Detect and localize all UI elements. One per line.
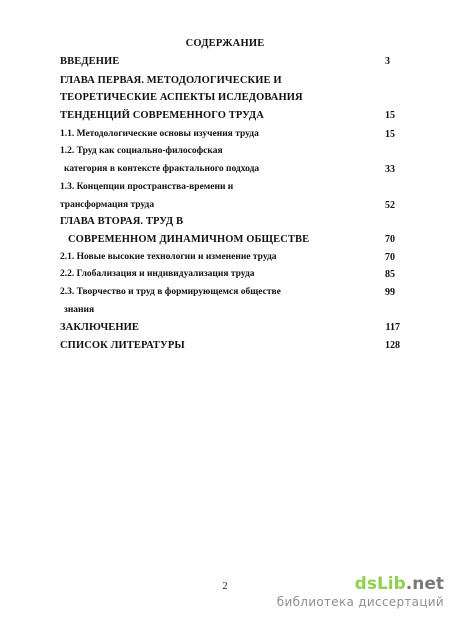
toc-entry-page: 128 — [385, 340, 400, 351]
watermark-logo-main: dsLib — [354, 574, 406, 594]
toc-entry-text: 1.1. Методологические основы изучения труда — [60, 129, 259, 139]
page-number: 2 — [222, 581, 228, 592]
toc-entry-chapter1-line3 — [0, 110, 450, 126]
toc-entry-bibliography — [0, 340, 450, 356]
toc-entry-2-3-line1 — [0, 287, 450, 303]
toc-entry-page: 33 — [385, 164, 395, 175]
toc-entry-2-2 — [0, 269, 450, 285]
toc-entry-1-2-line2 — [0, 164, 450, 180]
toc-entry-text: ТЕНДЕНЦИЙ СОВРЕМЕННОГО ТРУДА — [60, 110, 264, 121]
toc-entry-text: 1.3. Концепции пространства-времени и — [60, 182, 234, 192]
toc-entry-text: СПИСОК ЛИТЕРАТУРЫ — [60, 340, 185, 351]
toc-entry-1-3-line1 — [0, 182, 450, 198]
toc-entry-text: категория в контексте фрактального подхода — [64, 164, 260, 174]
toc-entry-page: 117 — [385, 322, 400, 333]
toc-entry-page: 85 — [385, 269, 395, 280]
toc-entry-2-3-line2 — [0, 305, 450, 321]
toc-entry-text: 1.2. Труд как социально-философская — [60, 146, 223, 156]
watermark — [277, 575, 444, 609]
watermark-subtitle: библиотека диссертаций — [276, 595, 444, 609]
toc-entry-text: ГЛАВА ПЕРВАЯ. МЕТОДОЛОГИЧЕСКИЕ И — [60, 75, 282, 86]
toc-entry-introduction — [0, 56, 450, 72]
toc-entry-text: ГЛАВА ВТОРАЯ. ТРУД В — [60, 216, 184, 227]
toc-entry-1-2-line1 — [0, 146, 450, 162]
toc-entry-1-1 — [0, 129, 450, 145]
toc-entry-page: 15 — [385, 129, 395, 140]
toc-entry-page: 15 — [385, 110, 395, 121]
toc-entry-page: 70 — [385, 252, 395, 263]
toc-entry-text: 2.2. Глобализация и индивидуализация труда — [60, 269, 255, 279]
toc-entry-page: 52 — [385, 200, 395, 211]
toc-entry-chapter1-line1 — [0, 75, 450, 91]
watermark-logo — [277, 575, 444, 593]
toc-entry-text: ВВЕДЕНИЕ — [60, 56, 120, 67]
toc-entry-text: СОВРЕМЕННОМ ДИНАМИЧНОМ ОБЩЕСТВЕ — [68, 234, 310, 245]
toc-entry-text: ТЕОРЕТИЧЕСКИЕ АСПЕКТЫ ИСЛЕДОВАНИЯ — [60, 92, 303, 103]
toc-entry-text: ЗАКЛЮЧЕНИЕ — [60, 322, 140, 333]
toc-entry-page: 3 — [385, 56, 390, 67]
toc-entry-2-1 — [0, 252, 450, 268]
toc-entry-text: знания — [64, 305, 95, 315]
toc-entry-1-3-line2 — [0, 200, 450, 216]
watermark-logo-suffix: .net — [405, 574, 444, 594]
toc-entry-conclusion — [0, 322, 450, 338]
page-title: СОДЕРЖАНИЕ — [185, 38, 265, 49]
toc-entry-text: трансформация труда — [60, 200, 155, 210]
toc-entry-text: 2.1. Новые высокие технологии и изменение труда — [60, 252, 277, 262]
toc-entry-chapter2-line1 — [0, 216, 450, 232]
toc-entry-chapter1-line2 — [0, 92, 450, 108]
toc-entry-page: 70 — [385, 234, 395, 245]
toc-entry-text: 2.3. Творчество и труд в формирующемся обществе — [60, 287, 281, 297]
toc-entry-page: 99 — [385, 287, 395, 298]
toc-entry-chapter2-line2 — [0, 234, 450, 250]
